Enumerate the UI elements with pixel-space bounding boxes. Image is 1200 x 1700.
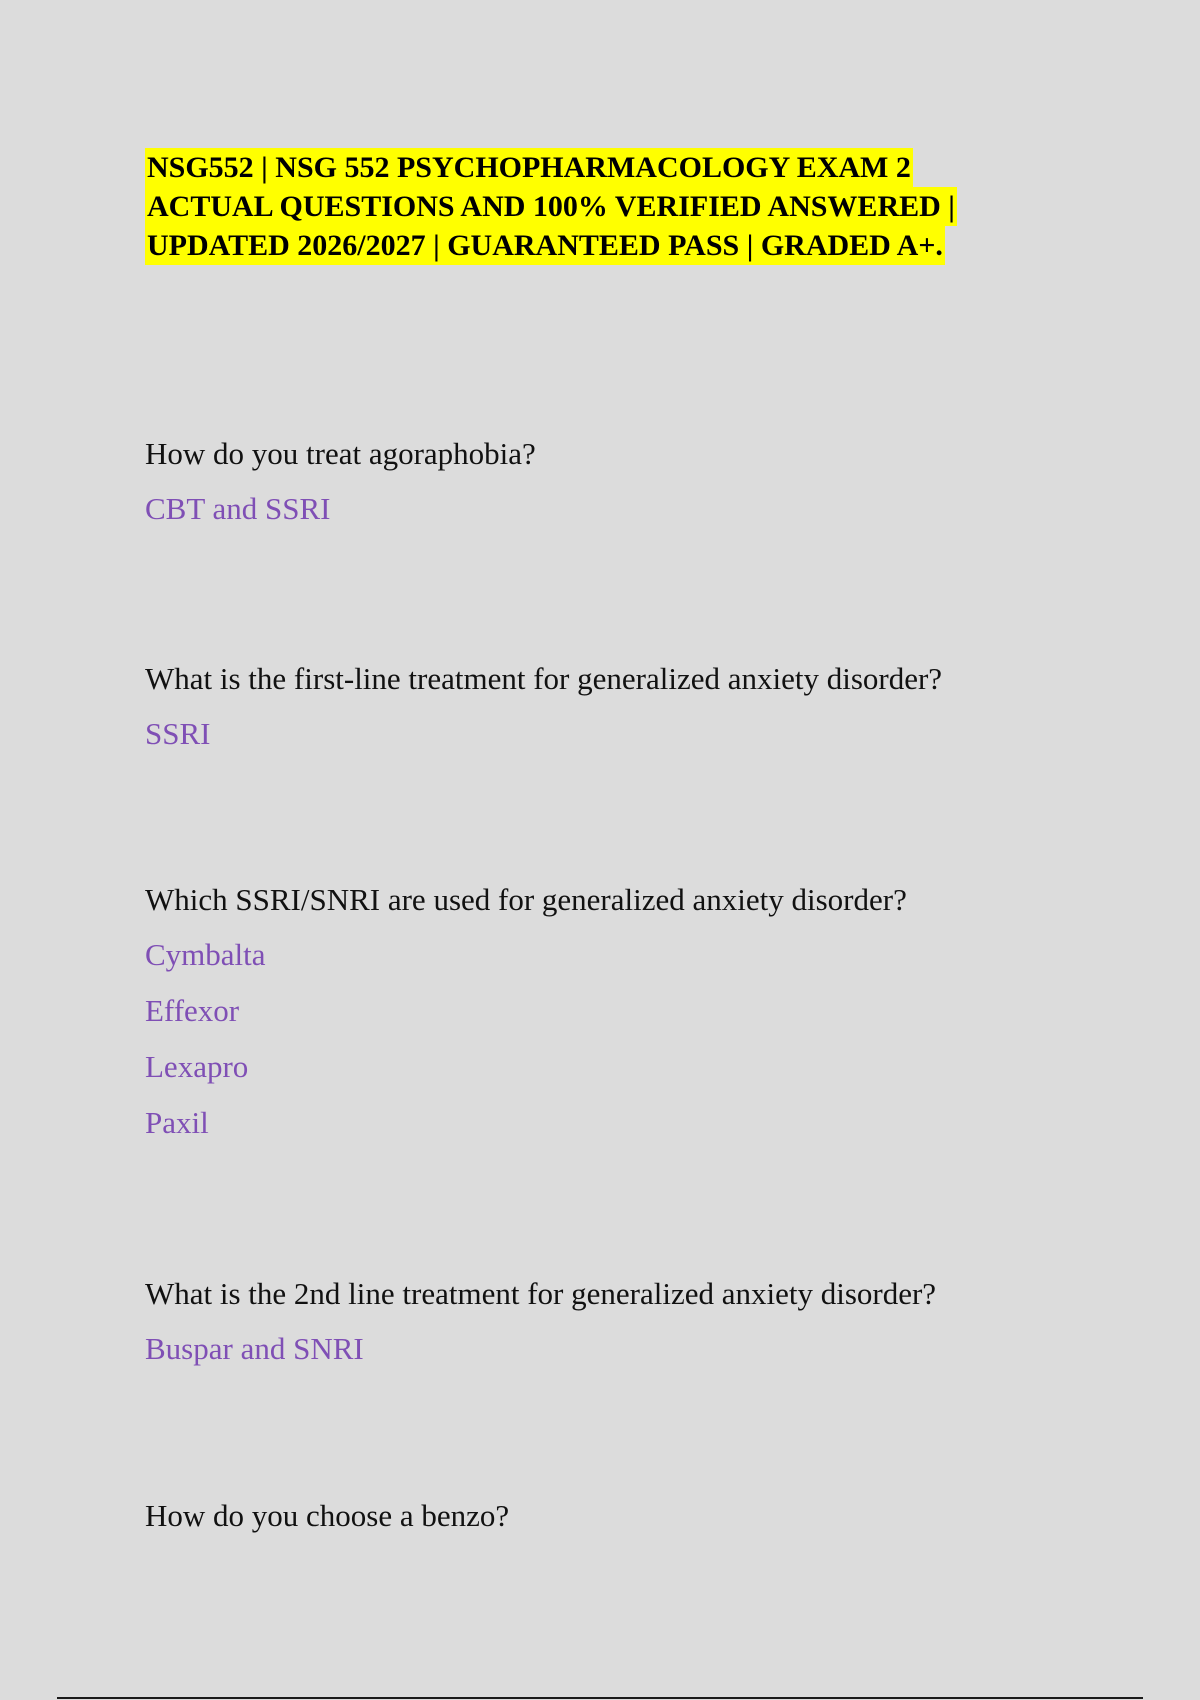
qa-item-2 (145, 659, 942, 754)
qa-item-4 (145, 1274, 936, 1369)
qa-item-3 (145, 880, 907, 1143)
question-text: How do you treat agoraphobia? (145, 436, 536, 471)
answer-text: Buspar and SNRI (145, 1331, 364, 1366)
qa-item-5 (145, 1496, 509, 1536)
answer-text: Cymbalta (145, 937, 266, 972)
answer-text: Paxil (145, 1105, 209, 1140)
answer-text: Lexapro (145, 1049, 249, 1084)
qa-item-1 (145, 434, 536, 529)
answer-text: Effexor (145, 993, 240, 1028)
page-bottom-divider (57, 1697, 1143, 1699)
question-text: Which SSRI/SNRI are used for generalized anxiety disorder? (145, 882, 907, 917)
question-text: What is the 2nd line treatment for generalized anxiety disorder? (145, 1276, 937, 1311)
question-text: How do you choose a benzo? (145, 1498, 510, 1533)
document-title (145, 148, 1045, 265)
title-line-2: ACTUAL QUESTIONS AND 100% VERIFIED ANSWERED | (145, 187, 957, 226)
answer-text: CBT and SSRI (145, 491, 331, 526)
title-line-1: NSG552 | NSG 552 PSYCHOPHARMACOLOGY EXAM 2 (145, 148, 913, 187)
question-text: What is the first-line treatment for generalized anxiety disorder? (145, 661, 943, 696)
title-line-3: UPDATED 2026/2027 | GUARANTEED PASS | GRADED A+. (145, 226, 945, 265)
answer-text: SSRI (145, 716, 211, 751)
